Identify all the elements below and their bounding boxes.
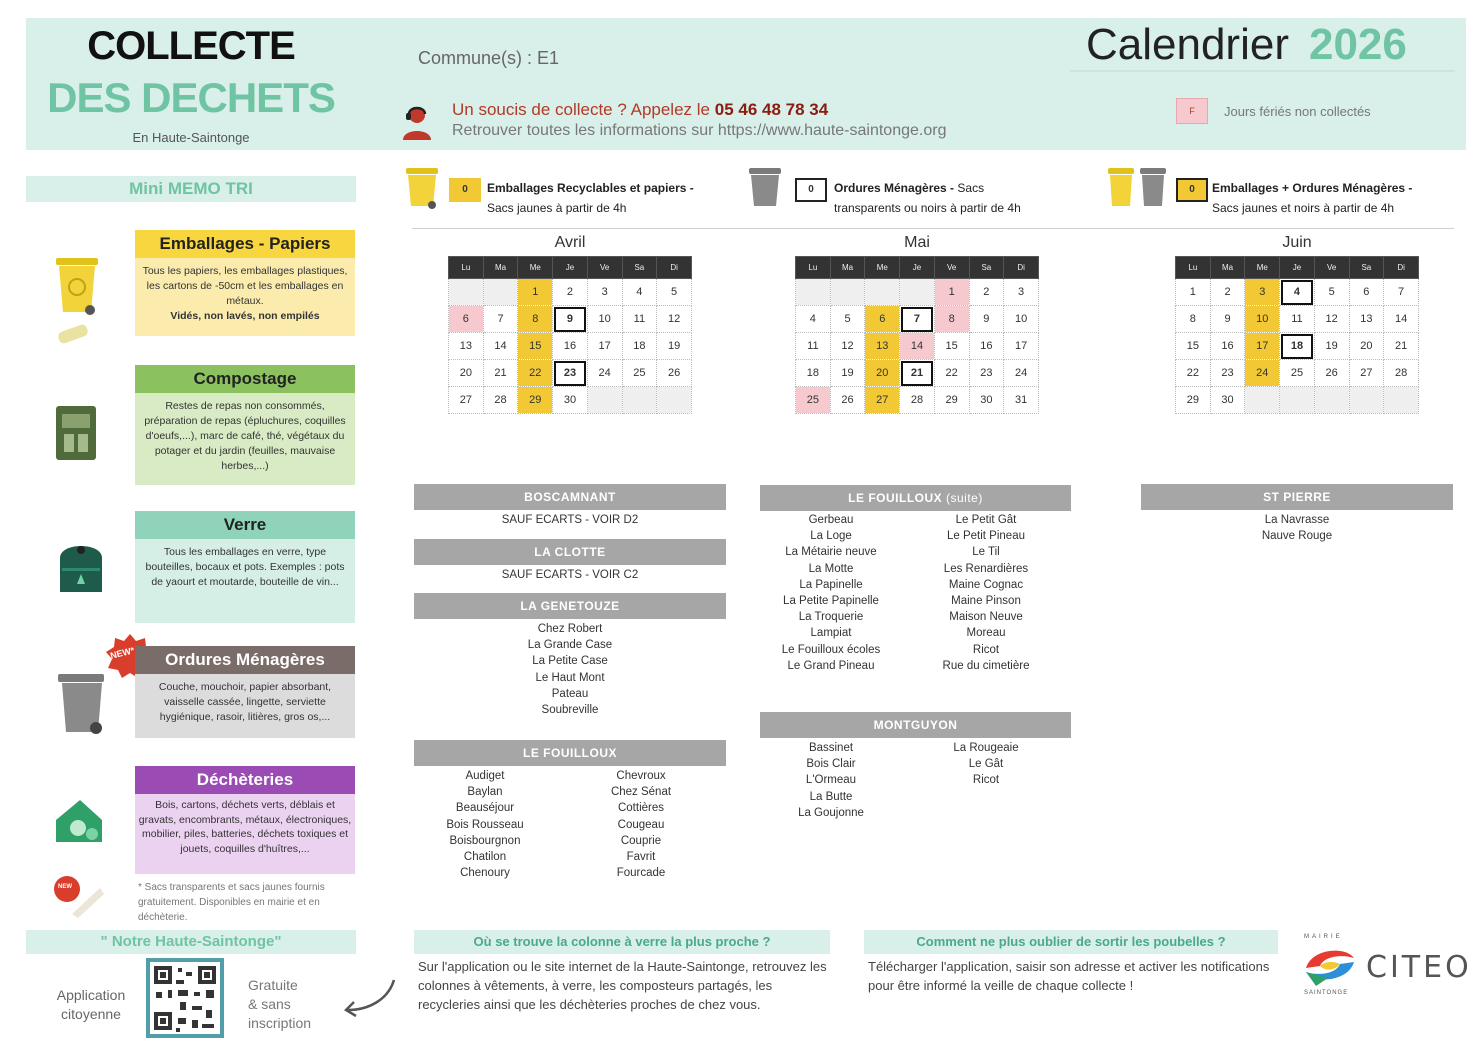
glass-container-icon — [56, 534, 106, 594]
calendar-day: 14 — [900, 333, 935, 360]
memo-footnote: * Sacs transparents et sacs jaunes fournis gratuitement. Disponibles en mairie et en déchèterie. — [138, 882, 325, 923]
calendar-day: 8 — [1176, 306, 1211, 333]
zone-list-st-pierre — [1141, 512, 1453, 544]
zone-item: Audiget — [465, 770, 505, 782]
calendar-day: 29 — [518, 387, 553, 414]
calendar-day: 14 — [1384, 306, 1419, 333]
memo-card-body: Tous les emballages en verre, type bouteilles, bocaux et pots. Exemples : pots de yaourt et moutarde, bouteille de vin... — [135, 539, 355, 623]
calendar-day: 26 — [1314, 360, 1349, 387]
calendar-day: 15 — [1176, 333, 1211, 360]
zone-item: Boisbourgnon — [449, 834, 521, 847]
calendar-empty-cell — [657, 387, 692, 414]
legend-title: Ordures Ménagères - — [834, 181, 955, 195]
memo-card-body: Restes de repas non consommés, préparation de repas (épluchures, coquilles d'oeufs,...), marc de café, thé, végétaux du potager et du jardin (feuilles, mauvaise herbes,...) — [135, 393, 355, 485]
zone-item: La Troquerie — [798, 611, 864, 624]
calendar-day: 26 — [830, 387, 865, 414]
calendar-day: 3 — [587, 279, 622, 306]
calendar-empty-cell — [1245, 387, 1280, 414]
phone-number[interactable]: 05 46 48 78 34 — [714, 100, 829, 119]
zone-item: Maine Pinson — [951, 595, 1021, 608]
zone-item: Soubreville — [541, 704, 599, 717]
calendar-day: 7 — [483, 306, 518, 333]
calendar-day: 3 — [1245, 279, 1280, 306]
calendar-day: 23 — [553, 360, 588, 387]
zone-item: Chez Robert — [537, 623, 603, 635]
calendar-empty-cell — [830, 279, 865, 306]
weekday-header: Lu — [449, 257, 484, 279]
yellow-bin-icon — [52, 254, 102, 348]
memo-card-title: Compostage — [135, 365, 355, 393]
calendar-day: 17 — [1004, 333, 1039, 360]
legend-divider — [412, 228, 1454, 229]
calendar-day: 29 — [934, 387, 969, 414]
calendar-day: 30 — [553, 387, 588, 414]
calendar-day: 13 — [865, 333, 900, 360]
calendar-empty-cell — [796, 279, 831, 306]
zone-item: Baylan — [467, 786, 503, 799]
zone-item: La Métairie neuve — [785, 546, 877, 559]
zone-item: Chatilon — [463, 851, 507, 864]
calendar-day: 12 — [1314, 306, 1349, 333]
zone-list-montguyon-col2 — [915, 740, 1057, 789]
calendar-day: 19 — [1314, 333, 1349, 360]
calendar-day: 1 — [1176, 279, 1211, 306]
memo-card-title: Emballages - Papiers — [135, 230, 355, 258]
memo-card-compostage — [135, 365, 355, 485]
memo-card-text: Tous les papiers, les emballages plastiques, les cartons de -50cm et les emballages en métaux. — [142, 265, 348, 307]
app-label-1: Application — [56, 987, 126, 1003]
month-grid — [795, 256, 1039, 414]
zone-item: La Loge — [810, 530, 852, 543]
calendar-title — [1086, 20, 1407, 70]
calendar-day: 9 — [553, 306, 588, 333]
weekday-header: Ve — [587, 257, 622, 279]
calendar-day: 4 — [1280, 279, 1315, 306]
arrow-icon — [340, 976, 398, 1018]
calendar-day: 23 — [1210, 360, 1245, 387]
calendar-day: 5 — [1314, 279, 1349, 306]
weekday-header: Je — [1280, 257, 1315, 279]
new-bag-badge-text: NEW — [58, 884, 72, 890]
calendar-day: 10 — [1004, 306, 1039, 333]
memo-card-verre — [135, 511, 355, 623]
zone-item: Le Petit Pineau — [946, 530, 1025, 543]
calendar-empty-cell — [865, 279, 900, 306]
zone-item: Bois Rousseau — [446, 818, 524, 831]
calendar-day: 5 — [830, 306, 865, 333]
calendar-day: 2 — [969, 279, 1004, 306]
calendar-day: 6 — [1349, 279, 1384, 306]
weekday-header: Ve — [934, 257, 969, 279]
calendar-day: 22 — [518, 360, 553, 387]
app-label — [44, 986, 138, 1024]
calendar-empty-cell — [587, 387, 622, 414]
calendar-day: 27 — [1349, 360, 1384, 387]
weekday-header: Me — [1245, 257, 1280, 279]
zone-list-montguyon-col1 — [760, 740, 902, 821]
calendar-day: 20 — [449, 360, 484, 387]
calendar-word: Calendrier — [1086, 20, 1289, 69]
calendar-day: 18 — [796, 360, 831, 387]
memo-card-title: Déchèteries — [135, 766, 355, 794]
month-name: Mai — [904, 234, 930, 251]
calendar-day: 7 — [1384, 279, 1419, 306]
memo-card-body — [135, 258, 355, 336]
yellow-and-grey-bins-icon — [1106, 166, 1168, 210]
calendar-day: 8 — [518, 306, 553, 333]
app-free-label — [248, 976, 311, 1033]
zone-item: Le Til — [972, 546, 1000, 559]
calendar-day: 28 — [900, 387, 935, 414]
zone-item: La Rougeaie — [953, 742, 1019, 754]
weekday-header: Di — [657, 257, 692, 279]
calendar-empty-cell — [1314, 387, 1349, 414]
calendar-day: 24 — [587, 360, 622, 387]
website-line[interactable]: Retrouver toutes les informations sur https://www.haute-saintonge.org — [452, 122, 947, 139]
zone-item: La Grande Case — [527, 639, 613, 652]
calendar-day: 4 — [796, 306, 831, 333]
grey-bin-icon — [748, 166, 782, 208]
calendar-day: 24 — [1004, 360, 1039, 387]
calendar-month-june — [1175, 234, 1419, 414]
zone-item: Chenoury — [460, 867, 510, 880]
month-grid — [448, 256, 692, 414]
calendar-day: 15 — [934, 333, 969, 360]
zone-item: Bassinet — [808, 742, 854, 754]
legend-sub: transparents ou noirs à partir de 4h — [834, 201, 1021, 215]
calendar-day: 25 — [796, 387, 831, 414]
zone-item: Couprie — [620, 834, 662, 847]
calendar-day: 1 — [934, 279, 969, 306]
calendar-empty-cell — [449, 279, 484, 306]
calendar-day: 21 — [1384, 333, 1419, 360]
free-1: Gratuite — [248, 977, 298, 993]
calendar-day: 10 — [1245, 306, 1280, 333]
memo-card-ordures — [135, 646, 355, 738]
weekday-header: Sa — [969, 257, 1004, 279]
zone-item: La Motte — [808, 562, 854, 575]
faq-answer-reminder: Télécharger l'application, saisir son adresse et activer les notifications pour être informé la veille de chaque collecte ! — [868, 959, 1270, 993]
legend-item-grey — [834, 178, 1021, 218]
weekday-header: Ma — [1210, 257, 1245, 279]
calendar-day: 2 — [553, 279, 588, 306]
calendar-day: 8 — [934, 306, 969, 333]
compost-bin-icon — [54, 404, 98, 462]
calendar-day: 22 — [934, 360, 969, 387]
zone-list-le-fouilloux-col2 — [570, 768, 712, 881]
zone-item: Favrit — [626, 851, 656, 864]
weekday-header: Ma — [483, 257, 518, 279]
calendar-day: 9 — [969, 306, 1004, 333]
weekday-header: Me — [518, 257, 553, 279]
weekday-header: Je — [553, 257, 588, 279]
calendar-month-april — [448, 234, 692, 414]
faq-answer-glass: Sur l'application ou le site internet de la Haute-Saintonge, retrouvez les colonnes à vêtements, à verre, les composteurs partagés, les recycleries ainsi que les déchèteries proches de chez vous. — [418, 959, 827, 1012]
memo-card-emphasis: Vidés, non lavés, non empilés — [170, 310, 320, 322]
calendar-day: 18 — [1280, 333, 1315, 360]
mairie-text: MAIRIE — [1304, 934, 1343, 940]
zone-item: Ricot — [972, 643, 1000, 656]
recycling-center-icon — [52, 796, 106, 850]
zone-item: Le Grand Pineau — [787, 659, 875, 672]
weekday-header: Sa — [622, 257, 657, 279]
calendar-day: 16 — [969, 333, 1004, 360]
zone-header-st-pierre: ST PIERRE — [1141, 484, 1453, 510]
calendar-day: 29 — [1176, 387, 1211, 414]
calendar-day: 17 — [587, 333, 622, 360]
citeo-logo: CITEO — [1366, 950, 1472, 985]
calendar-day: 15 — [518, 333, 553, 360]
calendar-day: 21 — [900, 360, 935, 387]
weekday-header: Lu — [1176, 257, 1211, 279]
legend-code-white: 0 — [795, 178, 827, 202]
weekday-header: Me — [865, 257, 900, 279]
memo-card-title: Ordures Ménagères — [135, 646, 355, 674]
calendar-empty-cell — [900, 279, 935, 306]
calendar-day: 14 — [483, 333, 518, 360]
calendar-day: 18 — [622, 333, 657, 360]
calendar-day: 6 — [865, 306, 900, 333]
zone-header-boscamnant: BOSCAMNANT — [414, 484, 726, 510]
calendar-day: 30 — [969, 387, 1004, 414]
calendar-day: 5 — [657, 279, 692, 306]
brand-region: En Haute-Saintonge — [132, 130, 250, 145]
holiday-swatch: F — [1176, 98, 1208, 124]
calendar-day: 12 — [830, 333, 865, 360]
legend-item-mixed — [1212, 178, 1412, 218]
zone-title-suffix: (suite) — [946, 491, 983, 505]
weekday-header: Je — [900, 257, 935, 279]
memo-card-title: Verre — [135, 511, 355, 539]
zone-item: SAUF ECARTS - VOIR D2 — [501, 514, 639, 526]
zone-item: Le Gât — [968, 758, 1004, 771]
legend-title: Emballages Recyclables et papiers - — [487, 181, 694, 195]
calendar-day: 27 — [865, 387, 900, 414]
calendar-empty-cell — [1384, 387, 1419, 414]
calendar-day: 16 — [1210, 333, 1245, 360]
brand-subtitle: DES DECHETS — [47, 74, 335, 121]
calendar-day: 13 — [449, 333, 484, 360]
free-3: inscription — [248, 1015, 312, 1031]
zone-header-la-genetouze: LA GENETOUZE — [414, 593, 726, 619]
calendar-day: 6 — [449, 306, 484, 333]
grey-bin-icon — [56, 670, 108, 736]
brand-title: COLLECTE — [87, 24, 295, 68]
app-title: " Notre Haute-Saintonge" — [26, 930, 356, 954]
zone-item: Maine Cognac — [948, 578, 1024, 591]
legend-code-mixed: 0 — [1176, 178, 1208, 202]
calendar-day: 19 — [657, 333, 692, 360]
calendar-day: 25 — [1280, 360, 1315, 387]
zone-header-le-fouilloux: LE FOUILLOUX — [414, 740, 726, 766]
calendar-day: 4 — [622, 279, 657, 306]
zone-title: LE FOUILLOUX — [848, 491, 943, 505]
weekday-header: Ve — [1314, 257, 1349, 279]
zone-item: Moreau — [966, 627, 1006, 640]
faq-title-glass: Où se trouve la colonne à verre la plus proche ? — [414, 930, 830, 954]
zone-list-le-fouilloux-suite-col1 — [760, 512, 902, 674]
calendar-day: 30 — [1210, 387, 1245, 414]
legend-item-yellow — [487, 178, 694, 218]
legend-title: Emballages + Ordures Ménagères - — [1212, 181, 1413, 195]
month-name: Avril — [554, 234, 586, 251]
zone-item: La Butte — [809, 790, 853, 803]
calendar-day: 16 — [553, 333, 588, 360]
calendar-empty-cell — [1349, 387, 1384, 414]
calendar-empty-cell — [483, 279, 518, 306]
contact-line — [452, 100, 828, 120]
memo-card-body: Couche, mouchoir, papier absorbant, vaisselle cassée, lingette, serviette hygiénique, rasoir, litières, gros os,... — [135, 674, 355, 738]
app-label-2: citoyenne — [61, 1006, 121, 1022]
title-divider — [1070, 70, 1455, 72]
zone-list-le-fouilloux-suite-col2 — [915, 512, 1057, 674]
zone-header-la-clotte: LA CLOTTE — [414, 539, 726, 565]
haute-saintonge-logo — [1302, 942, 1358, 990]
faq-title-reminder: Comment ne plus oublier de sortir les poubelles ? — [864, 930, 1278, 954]
zone-header-montguyon: MONTGUYON — [760, 712, 1071, 738]
month-name: Juin — [1282, 234, 1312, 251]
zone-item: Le Fouilloux écoles — [781, 643, 881, 656]
zone-item: Ricot — [972, 774, 1000, 787]
zone-list-la-clotte — [414, 567, 726, 583]
zone-item: Gerbeau — [808, 514, 854, 526]
calendar-day: 27 — [449, 387, 484, 414]
zone-item: Chevroux — [616, 770, 666, 782]
calendar-day: 2 — [1210, 279, 1245, 306]
calendar-day: 24 — [1245, 360, 1280, 387]
zone-header-le-fouilloux-suite — [760, 485, 1071, 511]
calendar-day: 9 — [1210, 306, 1245, 333]
zone-list-la-genetouze — [414, 621, 726, 718]
legend-title-suffix: Sacs — [957, 181, 985, 195]
zone-list-boscamnant — [414, 512, 726, 528]
calendar-year: 2026 — [1308, 20, 1407, 69]
calendar-day: 7 — [900, 306, 935, 333]
legend-sub: Sacs jaunes à partir de 4h — [487, 201, 627, 215]
saintonge-text: SAINTONGE — [1304, 990, 1349, 996]
calendar-empty-cell — [1280, 387, 1315, 414]
weekday-header: Di — [1004, 257, 1039, 279]
zone-item: Le Haut Mont — [535, 671, 605, 684]
legend-code-yellow: 0 — [449, 178, 481, 202]
phone-support-icon — [400, 104, 434, 140]
zone-item: Cottières — [617, 802, 665, 815]
calendar-day: 10 — [587, 306, 622, 333]
calendar-month-may — [795, 234, 1039, 414]
calendar-day: 21 — [483, 360, 518, 387]
zone-item: Maison Neuve — [949, 611, 1023, 624]
calendar-day: 28 — [1384, 360, 1419, 387]
zone-item: Nauve Rouge — [1261, 530, 1333, 543]
memo-title: Mini MEMO TRI — [26, 176, 356, 202]
calendar-empty-cell — [622, 387, 657, 414]
zone-item: Le Petit Gât — [955, 514, 1017, 526]
zone-item: La Goujonne — [798, 806, 864, 819]
commune-label: Commune(s) : E1 — [418, 48, 560, 68]
calendar-day: 20 — [1349, 333, 1384, 360]
yellow-bin-icon — [404, 166, 440, 210]
contact-prefix: Un soucis de collecte ? Appelez le — [452, 100, 710, 119]
zone-item: Pateau — [551, 687, 589, 700]
zone-item: Beauséjour — [455, 802, 515, 815]
calendar-day: 1 — [518, 279, 553, 306]
zone-item: Chez Sénat — [610, 786, 672, 799]
calendar-day: 17 — [1245, 333, 1280, 360]
zone-item: Rue du cimetière — [942, 659, 1030, 672]
zone-list-le-fouilloux-col1 — [414, 768, 556, 881]
weekday-header: Sa — [1349, 257, 1384, 279]
calendar-day: 11 — [622, 306, 657, 333]
memo-card-emballages — [135, 230, 355, 336]
calendar-day: 25 — [622, 360, 657, 387]
calendar-day: 13 — [1349, 306, 1384, 333]
weekday-header: Di — [1384, 257, 1419, 279]
zone-item: La Papinelle — [799, 578, 863, 591]
zone-item: La Petite Case — [532, 655, 608, 668]
calendar-day: 31 — [1004, 387, 1039, 414]
calendar-day: 20 — [865, 360, 900, 387]
calendar-day: 19 — [830, 360, 865, 387]
free-2: & sans — [248, 996, 291, 1012]
calendar-day: 11 — [1280, 306, 1315, 333]
calendar-day: 22 — [1176, 360, 1211, 387]
calendar-day: 12 — [657, 306, 692, 333]
holiday-legend-label: Jours fériés non collectés — [1224, 104, 1371, 119]
zone-item: Cougeau — [617, 818, 665, 831]
memo-card-decheteries — [135, 766, 355, 874]
memo-card-body: Bois, cartons, déchets verts, déblais et gravats, encombrants, métaux, électroniques, mobilier, piles, batteries, déchets toxiques et jouets, coquilles d'huîtres,... — [135, 794, 355, 874]
zone-item: L'Ormeau — [805, 774, 857, 787]
calendar-day: 23 — [969, 360, 1004, 387]
zone-item: SAUF ECARTS - VOIR C2 — [501, 569, 639, 581]
zone-item: Bois Clair — [806, 758, 856, 771]
zone-item: La Petite Papinelle — [783, 595, 879, 608]
weekday-header: Lu — [796, 257, 831, 279]
new-badge-text: NEW* — [109, 645, 136, 661]
calendar-day: 11 — [796, 333, 831, 360]
weekday-header: Ma — [830, 257, 865, 279]
legend-sub: Sacs jaunes et noirs à partir de 4h — [1212, 201, 1395, 215]
month-grid — [1175, 256, 1419, 414]
qr-code[interactable] — [146, 958, 224, 1038]
calendar-day: 28 — [483, 387, 518, 414]
calendar-day: 26 — [657, 360, 692, 387]
zone-item: Les Renardières — [943, 562, 1029, 575]
zone-item: Lampiat — [810, 627, 852, 640]
calendar-day: 3 — [1004, 279, 1039, 306]
new-bag-icon — [52, 874, 106, 920]
zone-item: Fourcade — [616, 867, 666, 880]
zone-item: La Navrasse — [1264, 514, 1330, 526]
